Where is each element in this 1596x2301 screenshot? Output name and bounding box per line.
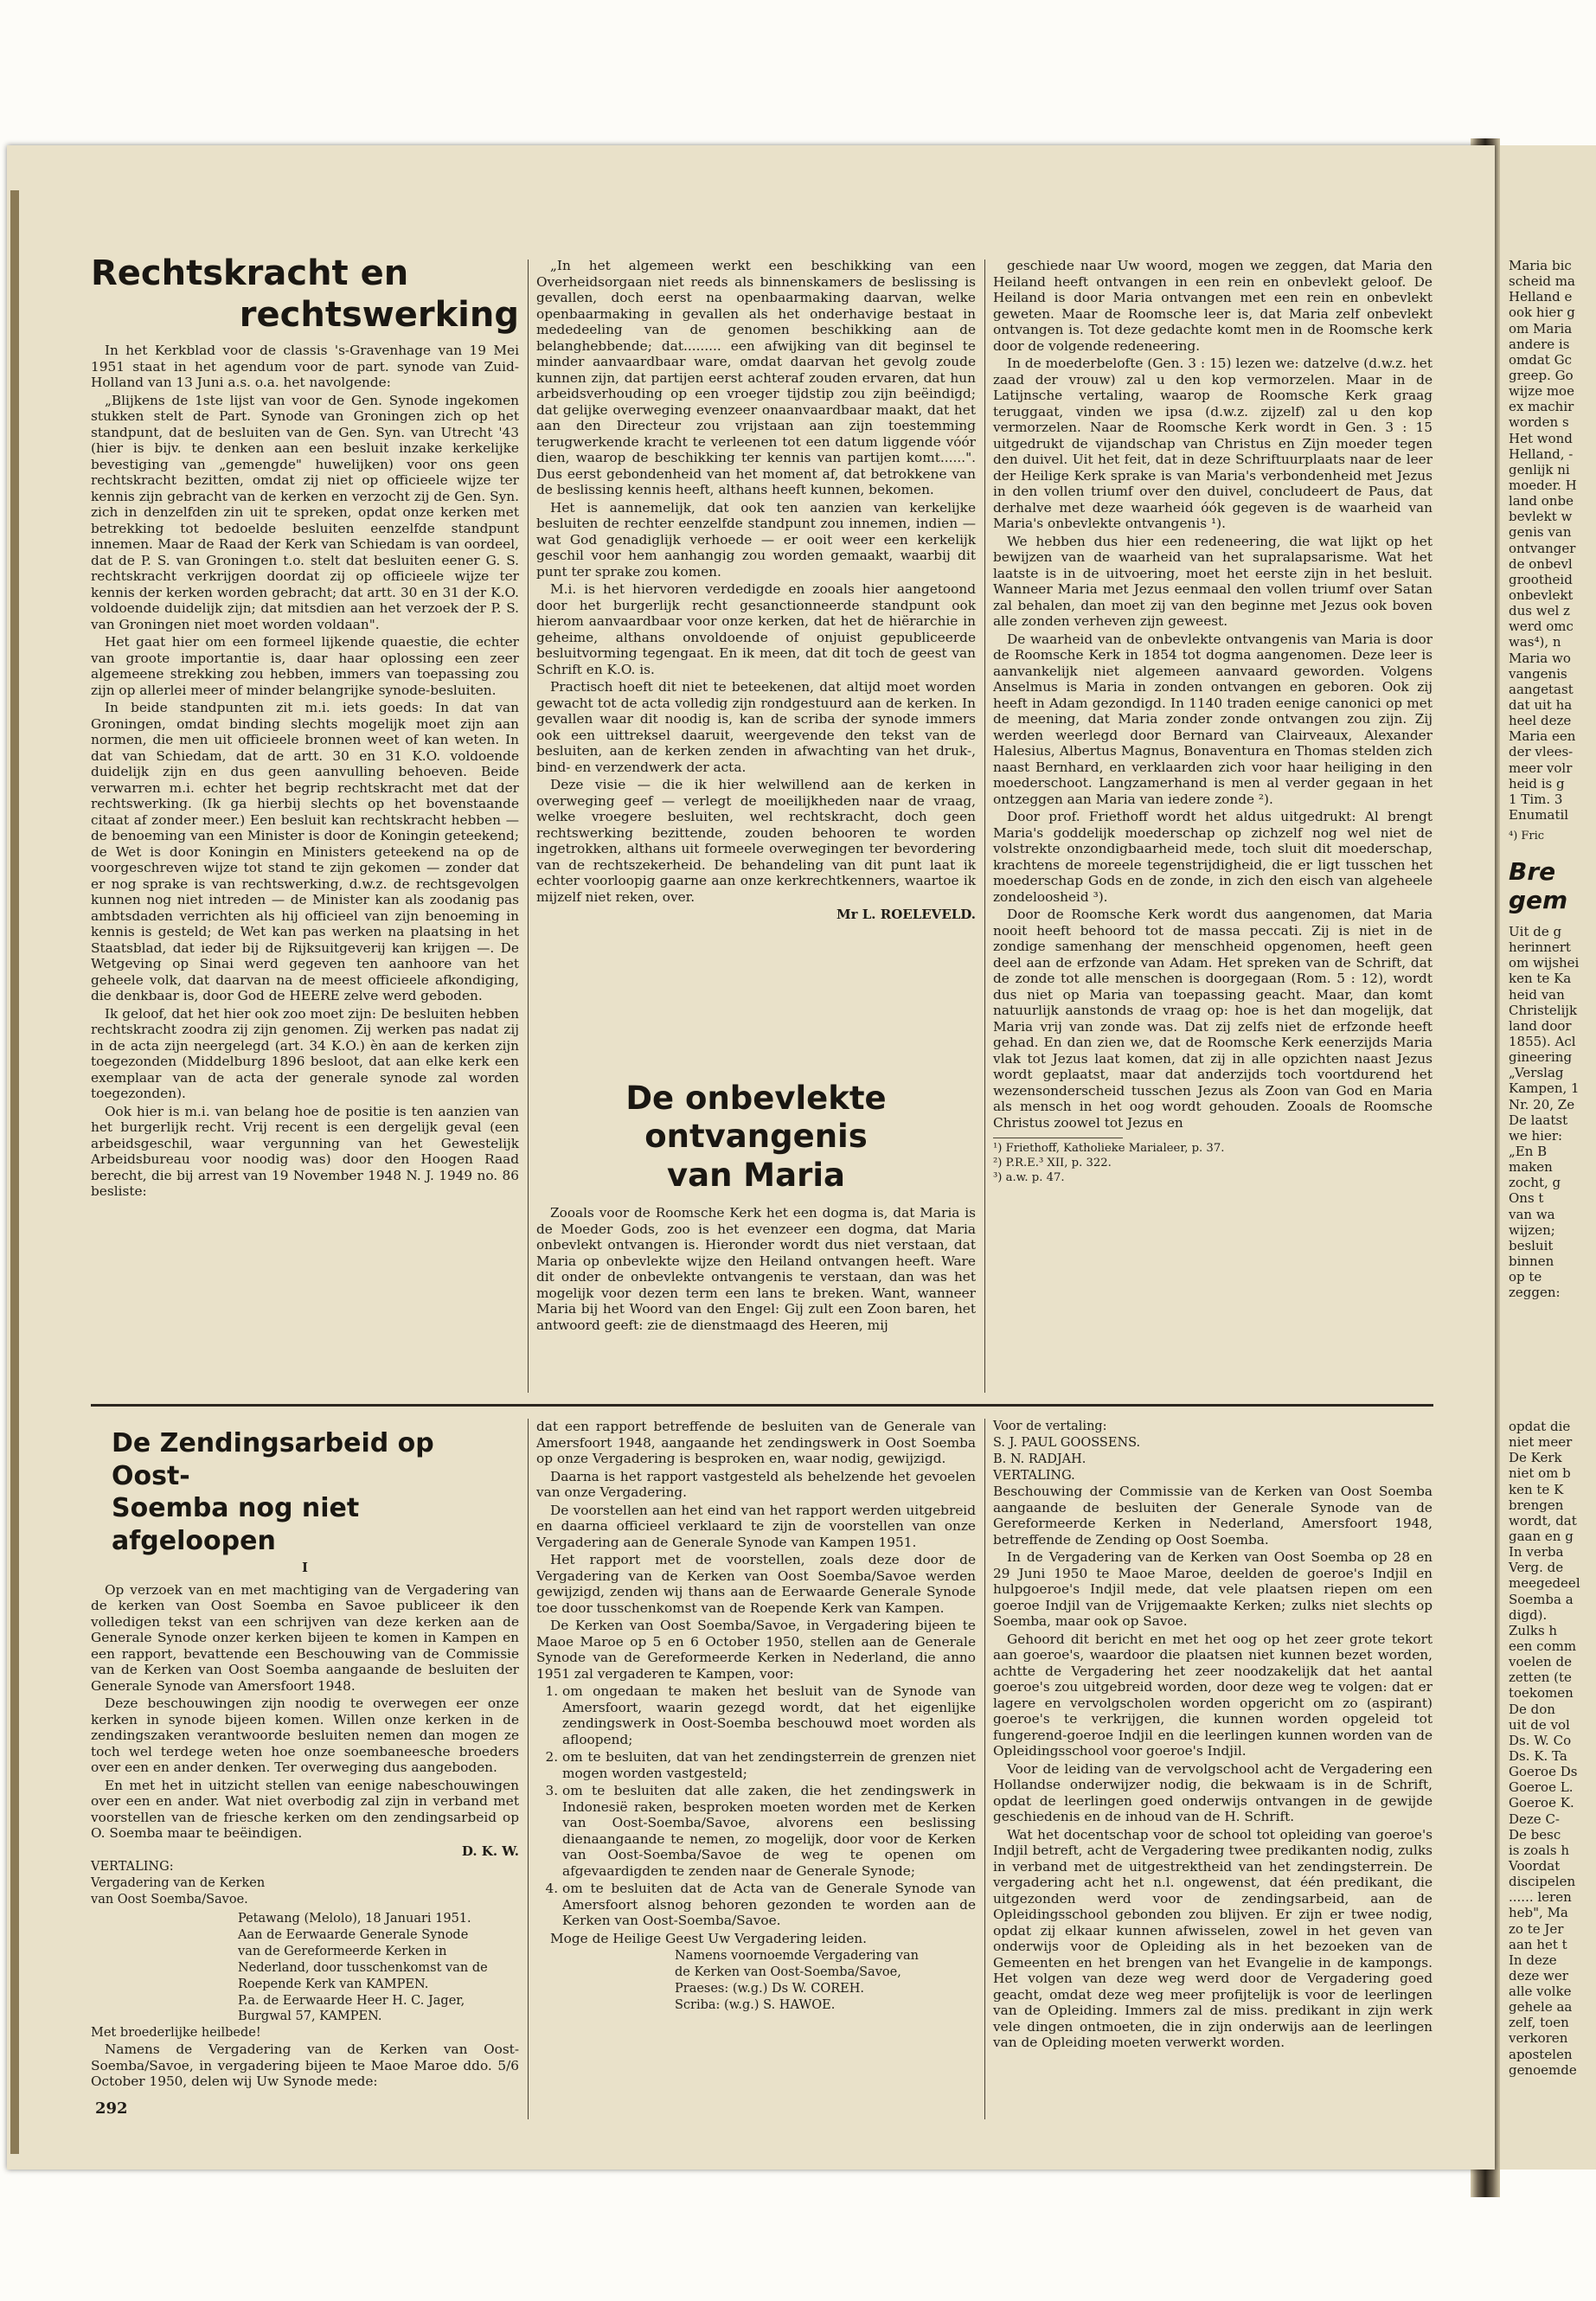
text-line: discipelen <box>1509 1874 1576 1890</box>
text-line: Uit de g <box>1509 923 1562 939</box>
text-line: maken <box>1509 1159 1553 1176</box>
text-line: ...... leren <box>1509 1889 1572 1906</box>
paragraph: dat een rapport betreffende de besluiten van de Generale van Amersfoort 1948, aangaande het zendingswerk in Oost Soemba op onze Vergadering is besproken en, waar nodig, gewijzigd. <box>536 1419 976 1466</box>
text-line: digd). <box>1509 1606 1548 1623</box>
page-number: 292 <box>95 2099 128 2118</box>
text-line: heid is g <box>1509 775 1565 792</box>
text-line: Het wond <box>1509 430 1573 446</box>
text-line: Goeroe L. <box>1509 1779 1574 1796</box>
text-line: „En B <box>1509 1143 1548 1159</box>
text-line: dat uit ha <box>1509 696 1573 713</box>
text-line: wijze moe <box>1509 383 1574 400</box>
paragraph: M.i. is het hiervoren verdedigde en zooals hier aangetoond door het burgerlijk recht gesanctionneerde standpunt ook hierom aanvaardbaar voor onze kerken, dat het de hiërarchie in geheime, althans onvoldoende of onjuist gepubliceerde besluitvorming tegengaat. En ik meen, dat dit toch de geest van Schrift en K.O. is. <box>536 581 976 677</box>
text-line: was⁴), n <box>1509 634 1561 651</box>
text-line: zo te Jer <box>1509 1920 1564 1937</box>
text-line: aangetast <box>1509 681 1574 697</box>
column-rule <box>528 1419 529 2119</box>
article-title-line2: Soemba nog niet afgeloopen <box>112 1493 360 1556</box>
text-line: brengen <box>1509 1497 1564 1513</box>
namens-line: de Kerken van Oost-Soemba/Savoe, <box>675 1965 901 1979</box>
text-line: ken te K <box>1509 1481 1564 1497</box>
paragraph: Ook hier is m.i. van belang hoe de positie is ten aanzien van het burgerlijk recht. Vrij recent is een dergelijk geval (een arbeidsgeschil, waar vergunning van het Gewestelijk Arbeidsbureau voor noodig was) door den Hoogen Raad berecht, die bij arrest van 19 November 1948 N. J. 1949 no. 86 besliste: <box>91 1103 519 1199</box>
paragraph: Het rapport met de voorstellen, zoals deze door de Vergadering van de Kerken van Oost Soemba/Savoe werden gewijzigd, zenden wij thans aan de Eerwaarde Generale Synode toe door tusschenkomst van de Roepende Kerk van Kampen. <box>536 1552 976 1616</box>
text-line: om wijshei <box>1509 955 1580 971</box>
text-line: In verba <box>1509 1544 1564 1561</box>
paragraph: Wat het docentschap voor de school tot opleiding van goeroe's Indjil betreft, acht de Vergadering twee predikanten nodig, zulks in verband met de uitgestrektheid van het zendingsterrein. De vergadering acht het n.l. ongewenst, dat één predikant, die uitgezonden werd voor de zendingsarbeid, aan de Opleidingsschool gebonden zou blijven. Er zijn er twee nodig, opdat zij elkaar kunnen afwisselen, zowel in het geven van onderwijs voor de Opleiding als in het bezoeken van de Gemeenten en het brengen van het Evangelie in de kampongs. Het volgen van deze weg werd door de Vergadering goed geacht, omdat deze weg meer profijtelijk is voor de leerlingen van de Opleiding. Immers zal de miss. predikant in zijn werk vele dingen ontmoeten, die in zijn onderwijs aan de leerlingen van de Opleiding moeten verwerkt worden. <box>993 1826 1433 2051</box>
paragraph: Door de Roomsche Kerk wordt dus aangenomen, dat Maria nooit heeft behoord tot de massa peccati. Zij is niet in de zondige samenhang der menschheid opgenomen, heeft geen deel aan de erfzonde van Adam. Het spreken van de Schrift, dat de zonde tot alle menschen is doorgegaan (Rom. 5 : 12), wordt dus niet op Maria van toepassing geacht. Maar, dan komt natuurlijk aanstonds de vraag op: hoe is het dan mogelijk, dat Maria vrij van zonde was. Dat zij zelfs niet de erfzonde heeft gehad. En dan zien we, dat de Roomsche Kerk eenerzijds Maria vlak tot Jezus laat komen, dat zij in alle opzichten naast Jezus wordt geplaatst, maar dat anderzijds toch voortdurend het wezensonderscheid tusschen Jezus als Zoon van God en Maria als mensch in het oog wordt gehouden. Zooals de Roomsche Christus zoowel tot Jezus en <box>993 907 1433 1131</box>
right-page-bottom-text <box>1509 1419 1580 2078</box>
text-line: genis van <box>1509 524 1572 541</box>
article-title-line1: De onbevlekte ontvangenis <box>625 1080 887 1156</box>
scriba: Scriba: (w.g.) S. HAWOE. <box>675 1997 836 2012</box>
paragraph: Beschouwing der Commissie van de Kerken van Oost Soemba aangaande de besluiten der Generale Synode van de Gereformeerde Kerken in Nederland, Amersfoort 1948, betreffende de Zending op Oost Soemba. <box>993 1484 1433 1548</box>
text-line: Enumatil <box>1509 806 1569 823</box>
right-page <box>1500 145 1596 2170</box>
text-line: om Maria <box>1509 320 1573 336</box>
article-rechtskracht-cont <box>536 258 976 922</box>
paragraph: In de moederbelofte (Gen. 3 : 15) lezen we: datzelve (d.w.z. het zaad der vrouw) zal u den kop vermorzelen. Maar in de Latijnsche vertaling, waarop de Roomsche Kerk graag teruggaat, vinden we ipsa (d.w.z. zijzelf) zal u den kop vermorzelen. Naar de Roomsche Kerk wordt in Gen. 3 : 15 uitgedrukt de vijandschap van Christus en Zijn moeder tegen den duivel. Uit het feit, dat in deze Schriftuurplaats naar de leer der Heilige Kerk sprake is van Maria's verbondenheid met Jezus in den vollen triumf over den duivel, concludeert de Paus, dat derhalve met deze waarheid óók gegeven is de waarheid van Maria's onbevlekte ontvangenis ¹). <box>993 356 1433 531</box>
paragraph: Deze visie — die ik hier welwillend aan de kerken in overweging geef — verlegt de moeilijkheden naar de vraag, welke vroegere besluiten, wel rechtskracht, doch geen rechtswerking bezittende, zouden behooren te worden ingetrokken, althans uit formeele overwegingen ter bevordering van de rechtszekerheid. De behandeling van dit punt laat ik echter voorloopig gaarne aan onze kerkrechtkenners, waartoe ik mijzelf niet reken, over. <box>536 777 976 905</box>
page-edge <box>10 190 19 2154</box>
footnote: ¹) Friethoff, Katholieke Marialeer, p. 37. <box>993 1142 1225 1155</box>
text-line: Maria wo <box>1509 650 1571 666</box>
right-page-heading-line2: gem <box>1509 886 1568 915</box>
text-line: besluit <box>1509 1237 1554 1253</box>
paragraph: Deze beschouwingen zijn noodig te overwegen eer onze kerken in synode bijeen komen. Willen onze kerken in de zendingszaken verantwoorde besluiten nemen dan mogen ze toch wel terdege weten hoe onze soembaneesche broeders over een en ander denken. Ter overweging dus aangeboden. <box>91 1695 519 1776</box>
text-line: Ons t <box>1509 1190 1544 1207</box>
address-line: Burgwal 57, KAMPEN. <box>238 2009 382 2024</box>
paragraph: Op verzoek van en met machtiging van de Vergadering van de kerken van Oost Soemba en Savoe publiceer ik den volledigen tekst van een schrijven van deze kerken aan de Generale Synode onzer kerken bijeen te komen in Kampen en een rapport, bevattende een Beschouwing van de Commissie van de Kerken van Oost Soemba aangaande de besluiten der Generale Synode van Amersfoort 1948. <box>91 1581 519 1694</box>
text-line: Helland e <box>1509 289 1573 305</box>
text-line: onbevlekt <box>1509 586 1574 603</box>
text-line: ook hier g <box>1509 304 1575 321</box>
text-line: heb", Ma <box>1509 1905 1568 1921</box>
text-line: dus wel z <box>1509 603 1570 619</box>
article-onbevlekte-ontvangenis <box>536 1080 976 1335</box>
text-line: vangenis <box>1509 665 1567 682</box>
article-zendingsarbeid <box>91 1427 519 2092</box>
text-line: heel deze <box>1509 713 1572 729</box>
paragraph: „In het algemeen werkt een beschikking van een Overheidsorgaan niet reeds als binnenskamers de beslissing is gevallen, doch eerst na openbaarmaking daarvan, welke openbaarmaking in gevallen als het onderhavige bestaat in mededeeling van de genomen beschikking aan de belanghebbende; dat......... een afwijking van dit beginsel te minder aanvaardbaar ware, omdat daarvan het gevolg zoude kunnen zijn, dat partijen eerst achteraf zouden ervaren, dat hun arbeidsverhouding op een vroeger tijdstip zou zijn beëindigd; dat gelijke overweging evenzeer onaanvaardbaar maakt, dat het aan den Directeur zou vrijstaan aan zijn toestemming terugwerkende kracht te verleenen tot een datum liggende vóór dien, waarop de beschikking ter kennis van partijen komt......". Dus eerst gebondenheid van het moment af, dat betrokkene van de beslissing kennis heeft, althans heeft kunnen, bekomen. <box>536 258 976 497</box>
text-line: herinnert <box>1509 939 1571 956</box>
praeses: Praeses: (w.g.) Ds W. COREH. <box>675 1981 864 1996</box>
namens-line: Namens voornoemde Vergadering van <box>675 1949 919 1963</box>
article-title-line1: Rechtskracht en <box>91 253 409 293</box>
paragraph: Door prof. Friethoff wordt het aldus uitgedrukt: Al brengt Maria's goddelijk moederschap op zichzelf nog wel niet de volstrekte onzondigbaarheid mede, toch sluit dit moederschap, krachtens de moreele tegenstrijdigheid, die er ligt tusschen het moederschap Gods en de zonde, in zich den eisch van algeheele zondeloosheid ³). <box>993 809 1433 905</box>
text-line: bevlekt w <box>1509 509 1573 525</box>
article-zendingsarbeid-cont <box>536 1419 976 2013</box>
address-line: Roepende Kerk van KAMPEN. <box>238 1977 429 1991</box>
text-line: Ds. K. Ta <box>1509 1747 1567 1764</box>
vertaling-label: VERTALING: <box>91 1859 174 1874</box>
text-line: van wa <box>1509 1206 1555 1222</box>
part-number: I <box>302 1561 308 1575</box>
text-line: op te <box>1509 1269 1542 1285</box>
text-line: genlijk ni <box>1509 461 1570 478</box>
text-line: genoemde <box>1509 2061 1577 2078</box>
address-line: P.a. de Eerwaarde Heer H. C. Jager, <box>238 1993 465 2008</box>
author-signature: Mr L. ROELEVELD. <box>836 907 976 922</box>
text-line: is zoals h <box>1509 1842 1570 1858</box>
text-line: toekomen <box>1509 1685 1574 1702</box>
footnote: ³) a.w. p. 47. <box>993 1170 1065 1184</box>
article-title-line2: van Maria <box>667 1156 845 1194</box>
paragraph: De Kerken van Oost Soemba/Savoe, in Vergadering bijeen te Maoe Maroe op 5 en 6 October 1950, stellen aan de Generale Synode van de Gereformeerde Kerken in Nederland, die anno 1951 zal vergaderen te Kampen, voor: <box>536 1618 976 1682</box>
text-line: moeder. H <box>1509 477 1577 493</box>
list-item: 1. om ongedaan te maken het besluit van de Synode van Amersfoort, waarin gezegd wordt, dat het eigenlijke zendingswerk in Oost-Soemba beschouwd moet worden als afloopend; <box>562 1683 976 1747</box>
text-line: zetten (te <box>1509 1670 1572 1686</box>
text-line: een comm <box>1509 1638 1577 1654</box>
text-line: meer volr <box>1509 760 1573 776</box>
text-line: gaan en g <box>1509 1528 1574 1544</box>
text-line: 1 Tim. 3 <box>1509 791 1563 807</box>
list-item: 4. om te besluiten dat de Acta van de Generale Synode van Amersfoort alsnog behoren gezonden te worden aan de Kerken van Oost-Soemba/Savoe. <box>562 1881 976 1929</box>
text-line: scheid ma <box>1509 273 1575 290</box>
text-line: zocht, g <box>1509 1175 1561 1191</box>
paragraph: „Blijkens de 1ste lijst van voor de Gen. Synode ingekomen stukken stelt de Part. Synode van Groningen zich op het standpunt, dat de besluiten van de Gen. Syn. van Utrecht '43 (hier is bijv. te denken aan een besluit inzake kerkelijke bevestiging van „gemengde" huwelijken) voor ons geen rechtskracht bezitten, omdat zij niet op officieele wijze ter kennis zijn gebracht van de kerken en verzocht zij de Gen. Syn. zich in denzelfden zin uit te spreken, opdat onze kerken met betrekking tot bedoelde besluiten eenzelfde standpunt innemen. Maar de Raad der Kerk van Schiedam is van oordeel, dat de P. S. van Groningen t.o. stelt dat besluiten eener G. S. rechtskracht verkrijgen doordat zij op officieele wijze ter kennis der kerken worden gebracht; dat artt. 30 en 31 der K.O. voldoende duidelijk zijn; dat mitsdien aan het verzoek der P. S. van Groningen niet moet worden voldaan". <box>91 392 519 632</box>
text-line: Goeroe K. <box>1509 1795 1574 1811</box>
translator-name: B. N. RADJAH. <box>993 1452 1086 1466</box>
article-onbevlekte-cont <box>993 258 1433 1186</box>
footnote: ⁴) Fric <box>1509 830 1545 843</box>
paragraph: Het is aannemelijk, dat ook ten aanzien van kerkelijke besluiten de rechter eenzelfde standpunt zou innemen, indien — wat God genadiglijk verhoede — er ooit weer een kerkelijk geschil voor hem aanhangig zou worden gemaakt, waarbij dit punt ter sprake zou komen. <box>536 499 976 580</box>
footnote: ²) P.R.E.³ XII, p. 322. <box>993 1156 1112 1170</box>
right-page-heading-line1: Bre <box>1509 856 1556 886</box>
paragraph: In de Vergadering van de Kerken van Oost Soemba op 28 en 29 Juni 1950 te Maoe Maroe, deelden de goeroe's Indjil en hulpgoeroe's Indjil mede, dat vele plaatsen riepen om een goeroe Indjil van de Vrijgemaakte Kerken; zulks niet slechts op Soemba, maar ook op Savoe. <box>993 1549 1433 1630</box>
author-signature: D. K. W. <box>461 1843 519 1859</box>
paragraph: In beide standpunten zit m.i. iets goeds: In dat van Groningen, omdat binding slechts mogelijk moet zijn aan normen, die men uit officieele bronnen weet of kan weten. In dat van Schiedam, dat de artt. 30 en 31 K.O. voldoende duidelijk zijn en dus geen aanvulling behoeven. Beide verwarren m.i. echter het begrip rechtskracht met dat der rechtswerking. (Ik ga hierbij slechts op het bovenstaande citaat af zonder meer.) Een besluit kan rechtskracht hebben — de benoeming van een Minister is door de Koningin geteekend; de Wet is door Koningin en Ministers geteekend na op de voorgeschreven wijze tot stand te zijn gekomen — zonder dat er nog sprake is van rechtswerking, d.w.z. de rechtsgevolgen kunnen nog niet intreden — de Minister kan als zoodanig pas ambtsdaden verrichten als hij officieel van zijn benoeming in kennis is gesteld; de Wet kan pas werken na plaatsing in het Staatsblad, dat ieder bij de Rijksuitgeverij kan krijgen —. De Wetgeving op Sinai werd gegeven ten aanhoore van het geheele volk, dat daarvan na de meest officieele afkondiging, die denkbaar is, door God de HEERE zelve werd geboden. <box>91 700 519 1003</box>
list-item: 2. om te besluiten, dat van het zendingsterrein de grenzen niet mogen worden vastgesteld; <box>562 1749 976 1781</box>
text-line: omdat Gc <box>1509 351 1572 368</box>
text-line: deze wer <box>1509 1967 1568 1984</box>
article-zendingsarbeid-col3 <box>993 1419 1433 2053</box>
text-line: Goeroe Ds <box>1509 1764 1578 1780</box>
text-line: greep. Go <box>1509 367 1574 383</box>
paragraph: Zooals voor de Roomsche Kerk het een dogma is, dat Maria is de Moeder Gods, zoo is het evenzeer een dogma, dat Maria onbevlekt ontvangen is. Hieronder wordt dus niet verstaan, dat Maria op onbevlekte wijze den Heiland ontvangen heeft. Ware dit onder de onbevlekte ontvangenis te verstaan, dan was het mogelijk voor dezen term een lans te breken. Want, wanneer Maria bij het Woord van den Engel: Gij zult een Zoon baren, het antwoord geeft: zie de dienstmaagd des Heeren, mij <box>536 1205 976 1333</box>
sender-line: Vergadering van de Kerken <box>91 1875 266 1890</box>
text-line: der vlees- <box>1509 744 1574 760</box>
paragraph: Voor de leiding van de vervolgschool acht de Vergadering een Hollandse onderwijzer nodig, die bekwaam is in de Schrift, opdat de leerlingen goed onderwijs ontvangen in de gewijde geschiedenis en de inhoud van de H. Schrift. <box>993 1760 1433 1825</box>
place-date: Petawang (Melolo), 18 Januari 1951. <box>238 1912 471 1926</box>
text-line: zelf, toen <box>1509 2015 1569 2031</box>
text-line: opdat die <box>1509 1419 1571 1434</box>
text-line: Verg. de <box>1509 1560 1564 1576</box>
text-line: werd omc <box>1509 619 1574 635</box>
text-line: heid van <box>1509 986 1565 1003</box>
article-title-line2: rechtswerking <box>239 295 519 335</box>
paragraph: Het gaat hier om een formeel lijkende quaestie, die echter van groote importantie is, daar haar oplossing een zeer algemeene strekking zou hebben, immers van toepassing zou zijn op allerlei meer of minder belangrijke synode-besluiten. <box>91 634 519 698</box>
text-line: Ds. W. Co <box>1509 1732 1572 1748</box>
sender-line: van Oost Soemba/Savoe. <box>91 1892 248 1907</box>
greeting: Met broederlijke heilbede! <box>91 2026 261 2041</box>
text-line: gehele aa <box>1509 1999 1573 2016</box>
paragraph: En met het in uitzicht stellen van eenige nabeschouwingen over een en ander. Wat niet overbodig zal zijn in verband met voorstellen van de friesche kerken om den zendingsarbeid op O. Soemba maar te beëindigen. <box>91 1777 519 1842</box>
column-rule <box>984 1419 985 2119</box>
paragraph: Namens de Vergadering van de Kerken van Oost-Soemba/Savoe, in vergadering bijeen te Maoe Maroe ddo. 5/6 October 1950, delen wij Uw Synode mede: <box>91 2041 519 2090</box>
text-line: De Kerk <box>1509 1450 1562 1466</box>
article-title-line1: De Zendingsarbeid op Oost- <box>112 1428 434 1491</box>
vertaling-label: VERTALING. <box>993 1468 1075 1483</box>
text-line: worden s <box>1509 414 1569 431</box>
text-line: niet meer <box>1509 1434 1573 1451</box>
text-line: ontvanger <box>1509 540 1576 556</box>
text-line: andere is <box>1509 336 1570 352</box>
text-line: ex machir <box>1509 399 1574 415</box>
text-line: alle volke <box>1509 1984 1572 2000</box>
translator-name: S. J. PAUL GOOSSENS. <box>993 1435 1141 1450</box>
text-line: „Verslag <box>1509 1065 1564 1081</box>
text-line: wordt, dat <box>1509 1512 1577 1529</box>
list-item: 3. om te besluiten dat alle zaken, die het zendingswerk in Indonesië raken, besproken moeten worden met de Kerken van Oost-Soemba/Savoe, alvorens een beslissing dienaangaande te nemen, zo mogelijk, door voor de Kerken van Oost-Soemba/Savoe de weg te openen om afgevaardigden te zenden naar de Generale Synode; <box>562 1783 976 1879</box>
text-line: zeggen: <box>1509 1285 1561 1301</box>
paragraph: Ik geloof, dat het hier ook zoo moet zijn: De besluiten hebben rechtskracht zoodra zij zijn genomen. Zij werken pas nadat zij in de acta zijn neergelegd (art. 34 K.O.) èn aan de kerken zijn toegezonden (Middelburg 1896 besloot, dat aan elke kerk een exemplaar van de acta der generale synode zal worden toegezonden). <box>91 1005 519 1101</box>
address-line: Nederland, door tusschenkomst van de <box>238 1960 488 1975</box>
text-line: Soemba a <box>1509 1591 1574 1607</box>
text-line: Deze C- <box>1509 1811 1560 1827</box>
text-line: Zulks h <box>1509 1622 1558 1638</box>
column-rule <box>528 260 529 1393</box>
text-line: binnen <box>1509 1253 1554 1269</box>
text-line: Kampen, 1 <box>1509 1080 1580 1097</box>
right-page-top-text <box>1509 258 1580 1300</box>
paragraph: In het Kerkblad voor de classis 's-Gravenhage van 19 Mei 1951 staat in het agendum voor de part. synode van Zuid-Holland van 13 Juni a.s. o.a. het navolgende: <box>91 343 519 390</box>
text-line: De don <box>1509 1701 1555 1717</box>
section-divider <box>91 1404 1433 1407</box>
paragraph: Gehoord dit bericht en met het oog op het zeer grote tekort aan goeroe's, waardoor die plaatsen niet kunnen bezet worden, achtte de Vergadering het zeer noodzakelijk dat het aantal goeroe's zou uitgebreid worden, door deze weg te volgen: dat er lagere en vervolgscholen worden opgericht om zo (aspirant) goeroe's te verkrijgen, die kunnen worden opgeleid tot fungerend-goeroe Indjil en die leerlingen kunnen worden van de Opleidingsschool voor goeroe's Indjil. <box>993 1631 1433 1759</box>
text-line: 1855). Acl <box>1509 1033 1576 1049</box>
paragraph: Practisch hoeft dit niet te beteekenen, dat altijd moet worden gewacht tot de acta volledig zijn rondgestuurd aan de kerken. In gevallen waar dit noodig is, kan de scriba der synode immers ook een uittreksel daaruit, weergevende den tekst van de besluiten, aan de kerken zenden in afwachting van het druk-, bind- en verzendwerk der acta. <box>536 679 976 775</box>
article-rechtskracht <box>91 253 519 1202</box>
text-line: niet om b <box>1509 1465 1571 1482</box>
text-line: de onbevl <box>1509 555 1573 572</box>
text-line: land door <box>1509 1017 1572 1034</box>
text-line: Christelijk <box>1509 1002 1578 1018</box>
column-rule <box>984 260 985 1393</box>
text-line: we hier: <box>1509 1127 1563 1144</box>
address-block <box>238 1911 519 2025</box>
translation-head: Voor de vertaling: <box>993 1420 1107 1433</box>
text-line: Maria bic <box>1509 258 1572 273</box>
paragraph: De voorstellen aan het eind van het rapport werden uitgebreid en daarna officieel verklaard te zijn de voorstellen van onze Vergadering aan de Generale Synode van Kampen 1951. <box>536 1502 976 1550</box>
text-line: meegedeel <box>1509 1575 1580 1592</box>
address-line: van de Gereformeerde Kerken in <box>238 1945 447 1959</box>
text-line: In deze <box>1509 1952 1557 1968</box>
text-line: grootheid <box>1509 571 1573 587</box>
paragraph: We hebben dus hier een redeneering, die wat lijkt op het bewijzen van de waarheid van het supralapsarisme. Wat het laatste is in de uitvoering, moet het eerste zijn in het besluit. Wanneer Maria met Jezus eenmaal den vollen triumf over Satan zal behalen, dan moet zij van den beginne met Jezus ook boven alle zonden verheven zijn geweest. <box>993 533 1433 629</box>
paragraph: Daarna is het rapport vastgesteld als behelzende het gevoelen van onze Vergadering. <box>536 1468 976 1500</box>
text-line: gineering <box>1509 1049 1573 1066</box>
text-line: De besc <box>1509 1826 1561 1843</box>
text-line: Maria een <box>1509 728 1576 745</box>
text-line: verkoren <box>1509 2030 1568 2047</box>
text-line: apostelen <box>1509 2046 1573 2062</box>
paragraph: De waarheid van de onbevlekte ontvangenis van Maria is door de Roomsche Kerk in 1854 tot dogma aangenomen. Deze leer is aanvankelijk niet algemeen aanvaard geworden. Volgens Anselmus is Maria in zonden ontvangen en geboren. Ook zij heeft in Adam gezondigd. In 1140 traden eenige canonici op met de meening, dat Maria zonder zonde ontvangen zou zijn. Zij werden weerlegd door Bernard van Clairveaux, Alexander Halesius, Albertus Magnus, Bonaventura en Thomas stelden zich naast Bernhard, en verklaarden zich voor haar heiliging in den moederschoot. Langzamerhand is men al verder gegaan in het ontzeggen aan Maria van iedere zonde ²). <box>993 631 1433 807</box>
text-line: ken te Ka <box>1509 971 1572 987</box>
text-line: uit de vol <box>1509 1716 1570 1733</box>
text-line: Nr. 20, Ze <box>1509 1096 1575 1112</box>
address-line: Aan de Eerwaarde Generale Synode <box>238 1928 469 1943</box>
proposal-list <box>536 1683 976 1929</box>
text-line: Helland, - <box>1509 445 1574 462</box>
signatories <box>675 1948 976 2013</box>
text-line: aan het t <box>1509 1936 1567 1952</box>
text-line: wijzen; <box>1509 1221 1555 1238</box>
text-line: De laatst <box>1509 1112 1568 1128</box>
text-line: land onbe <box>1509 493 1574 510</box>
text-line: voelen de <box>1509 1654 1572 1670</box>
paragraph: Moge de Heilige Geest Uw Vergadering leiden. <box>550 1930 867 1946</box>
text-line: Voordat <box>1509 1857 1561 1874</box>
paragraph: geschiede naar Uw woord, mogen we zeggen, dat Maria den Heiland heeft ontvangen in een rein en onbevlekt geloof. De Heiland is door Maria ontvangen met een rein en onbevlekt geweten. Maar de Roomsche leer is, dat Maria zelf onbevlekt ontvangen is. Tot deze gedachte komt men in de Roomsche kerk door de volgende redeneering. <box>993 258 1433 354</box>
